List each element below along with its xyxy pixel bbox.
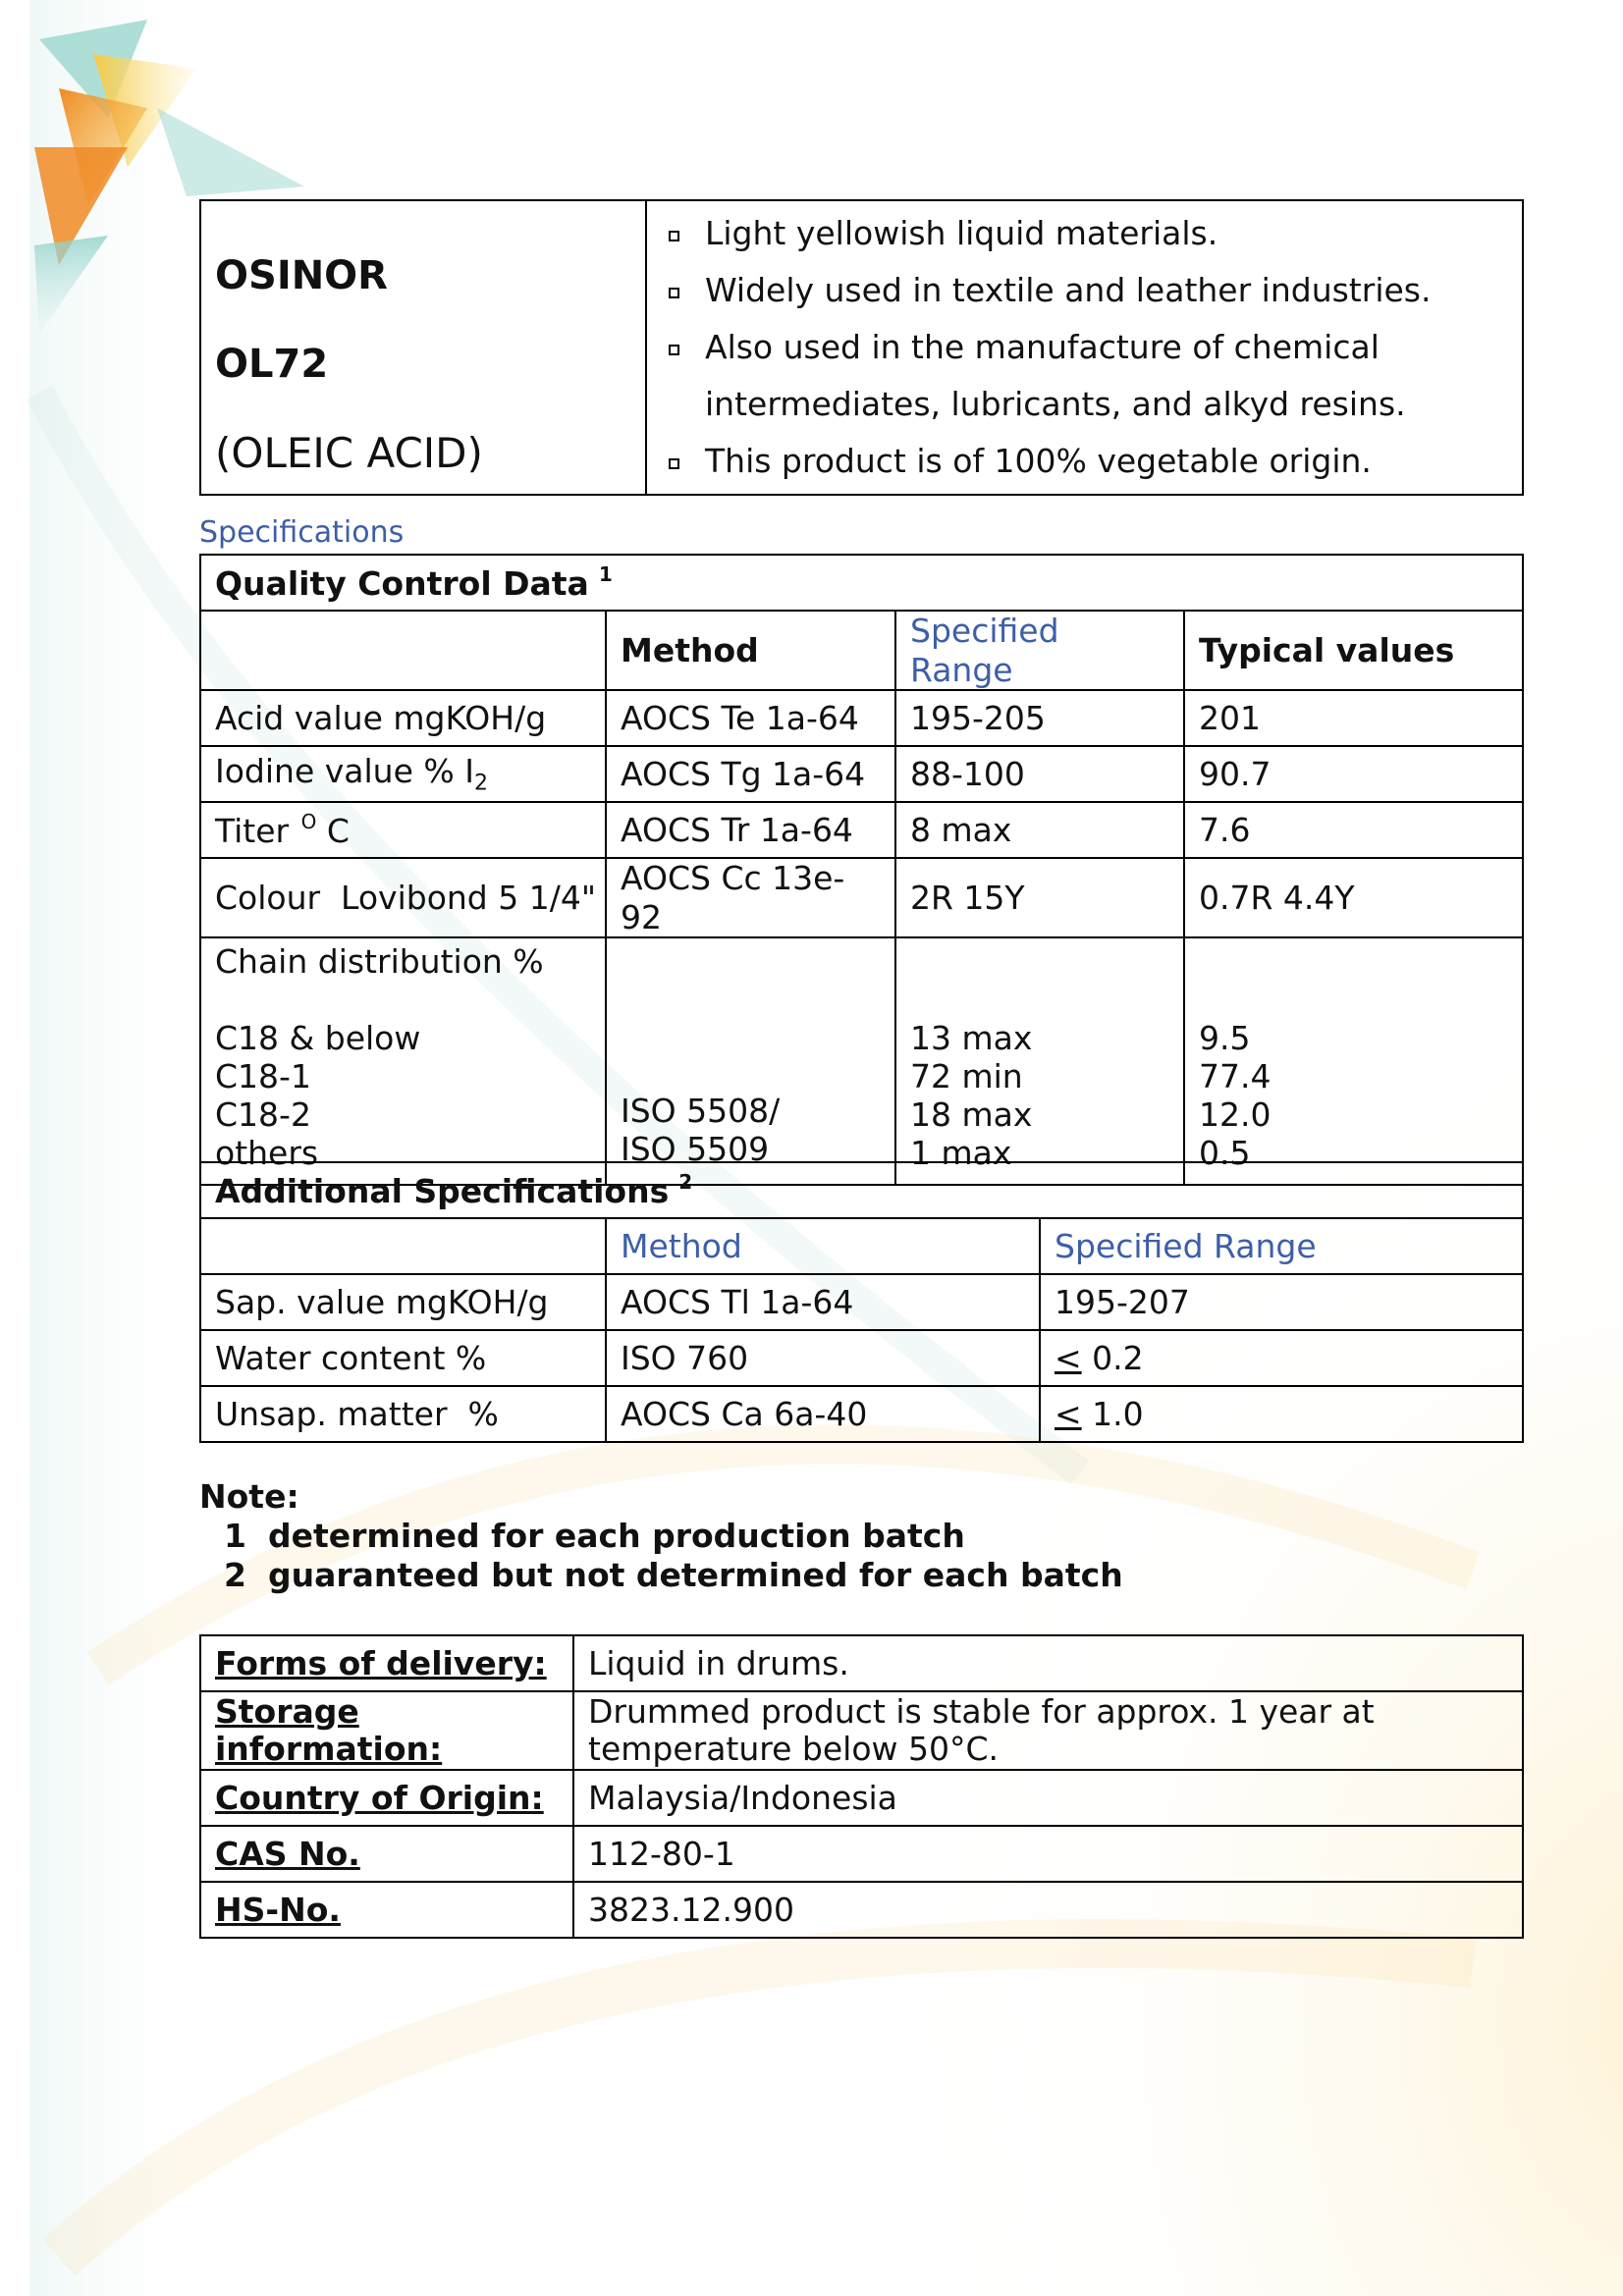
table-header-row xyxy=(200,1218,1523,1274)
bullet-icon xyxy=(669,231,679,241)
header-method: Method xyxy=(606,611,895,690)
table-header-row xyxy=(200,611,1523,690)
info-value: Drummed product is stable for approx. 1 year at temperature below 50°C. xyxy=(573,1691,1523,1770)
table-row xyxy=(200,1770,1523,1826)
additional-specifications-table xyxy=(199,1161,1524,1443)
table-row xyxy=(200,690,1523,746)
parameter-cell: Iodine value % $I_2$ xyxy=(200,746,606,802)
notes-title: Note: xyxy=(199,1477,299,1516)
chain-component: C18-1 xyxy=(215,1057,311,1096)
range-cell: 195-205 xyxy=(895,690,1184,746)
parameter-cell: Titer $^O$ C xyxy=(200,802,606,858)
header-specified-range: Specified Range xyxy=(1040,1218,1523,1274)
parameter-cell: Acid value mgKOH/g xyxy=(200,690,606,746)
additional-specifications-title: Additional Specifications $^2$ xyxy=(200,1162,1523,1218)
parameter-cell: Water content % xyxy=(200,1330,606,1386)
table-row xyxy=(200,746,1523,802)
info-value: 112-80-1 xyxy=(573,1826,1523,1882)
method-cell: AOCS Cc 13e-92 xyxy=(606,858,895,937)
method-cell: AOCS Tr 1a-64 xyxy=(606,802,895,858)
chain-typical: 12.0 xyxy=(1199,1095,1271,1135)
method-cell: AOCS Ca 6a-40 xyxy=(606,1386,1040,1442)
info-label: HS-No. xyxy=(200,1882,573,1938)
table-row xyxy=(200,1635,1523,1691)
less-equal-symbol: < xyxy=(1055,1394,1082,1433)
bullet-icon xyxy=(669,345,679,355)
chain-component: others xyxy=(215,1134,319,1173)
footnote-marker: 2 xyxy=(678,1169,693,1194)
feature-item: Light yellowish liquid materials. xyxy=(661,205,1508,262)
quality-control-table xyxy=(199,554,1524,1186)
table-row xyxy=(200,858,1523,937)
table-row xyxy=(200,1386,1523,1442)
info-value: Liquid in drums. xyxy=(573,1635,1523,1691)
chain-typical: 9.5 xyxy=(1199,1019,1251,1058)
footnote-marker: 1 xyxy=(598,561,613,586)
chain-typical: 0.5 xyxy=(1199,1134,1251,1173)
typical-cell: 201 xyxy=(1184,690,1523,746)
range-cell: 8 max xyxy=(895,802,1184,858)
chain-component: C18-2 xyxy=(215,1095,311,1135)
method-cell: AOCS Tg 1a-64 xyxy=(606,746,895,802)
product-features-cell xyxy=(646,200,1523,495)
method-cell: ISO 760 xyxy=(606,1330,1040,1386)
range-cell: < 1.0 xyxy=(1040,1386,1523,1442)
chain-range: 13 max xyxy=(910,1019,1033,1058)
feature-item: Also used in the manufacture of chemical intermediates, lubricants, and alkyd resins. xyxy=(661,319,1508,433)
table-row xyxy=(200,1330,1523,1386)
table-row xyxy=(200,1691,1523,1770)
typical-cell: 7.6 xyxy=(1184,802,1523,858)
product-brand: OSINOR xyxy=(215,253,388,298)
chain-range: 1 max xyxy=(910,1134,1012,1173)
info-value: Malaysia/Indonesia xyxy=(573,1770,1523,1826)
parameter-cell: Unsap. matter % xyxy=(200,1386,606,1442)
product-chemical-name: (OLEIC ACID) xyxy=(215,429,483,477)
less-equal-symbol: < xyxy=(1055,1338,1082,1377)
specifications-heading: Specifications xyxy=(199,515,405,550)
table-row xyxy=(200,1882,1523,1938)
chain-distribution-title: Chain distribution % xyxy=(215,942,544,982)
range-cell: 2R 15Y xyxy=(895,858,1184,937)
method-cell: AOCS Te 1a-64 xyxy=(606,690,895,746)
feature-item: Widely used in textile and leather industries. xyxy=(661,262,1508,319)
bullet-icon xyxy=(669,458,679,469)
header-specified-range: Specified Range xyxy=(895,611,1184,690)
chain-method: ISO 5508/ xyxy=(621,1092,781,1131)
note-item: 2 guaranteed but not determined for each batch xyxy=(224,1556,1123,1594)
chain-typical-cell xyxy=(1184,937,1523,1185)
header-parameter xyxy=(200,1218,606,1274)
info-value: 3823.12.900 xyxy=(573,1882,1523,1938)
product-header-table xyxy=(199,199,1524,496)
info-label: Country of Origin: xyxy=(200,1770,573,1826)
info-label: Forms of delivery: xyxy=(200,1635,573,1691)
chain-distribution-cell xyxy=(200,937,606,1185)
range-cell: < 0.2 xyxy=(1040,1330,1523,1386)
chain-range: 72 min xyxy=(910,1057,1023,1096)
typical-cell: 90.7 xyxy=(1184,746,1523,802)
range-cell: 195-207 xyxy=(1040,1274,1523,1330)
chain-method: ISO 5509 xyxy=(621,1130,770,1169)
header-typical-values: Typical values xyxy=(1184,611,1523,690)
notes-section xyxy=(199,1477,1123,1595)
method-cell: AOCS Tl 1a-64 xyxy=(606,1274,1040,1330)
info-label: CAS No. xyxy=(200,1826,573,1882)
quality-control-title: Quality Control Data $^1$ xyxy=(200,555,1523,611)
info-label: Storage information: xyxy=(200,1691,573,1770)
table-row xyxy=(200,802,1523,858)
feature-list xyxy=(661,205,1508,490)
header-parameter xyxy=(200,611,606,690)
product-name-cell xyxy=(200,200,646,495)
chain-method-cell xyxy=(606,937,895,1185)
table-row xyxy=(200,1826,1523,1882)
range-cell: 88-100 xyxy=(895,746,1184,802)
chain-range-cell xyxy=(895,937,1184,1185)
chain-component: C18 & below xyxy=(215,1019,421,1058)
parameter-cell: Colour Lovibond 5 1/4" xyxy=(200,858,606,937)
bullet-icon xyxy=(669,288,679,298)
product-info-table xyxy=(199,1634,1524,1939)
product-code: OL72 xyxy=(215,342,329,387)
typical-cell: 0.7R 4.4Y xyxy=(1184,858,1523,937)
chain-range: 18 max xyxy=(910,1095,1033,1135)
note-item: 1 determined for each production batch xyxy=(224,1517,965,1555)
feature-item: This product is of 100% vegetable origin. xyxy=(661,433,1508,490)
parameter-cell: Sap. value mgKOH/g xyxy=(200,1274,606,1330)
header-method: Method xyxy=(606,1218,1040,1274)
chain-typical: 77.4 xyxy=(1199,1057,1271,1096)
table-row xyxy=(200,1274,1523,1330)
chain-distribution-row xyxy=(200,937,1523,1185)
